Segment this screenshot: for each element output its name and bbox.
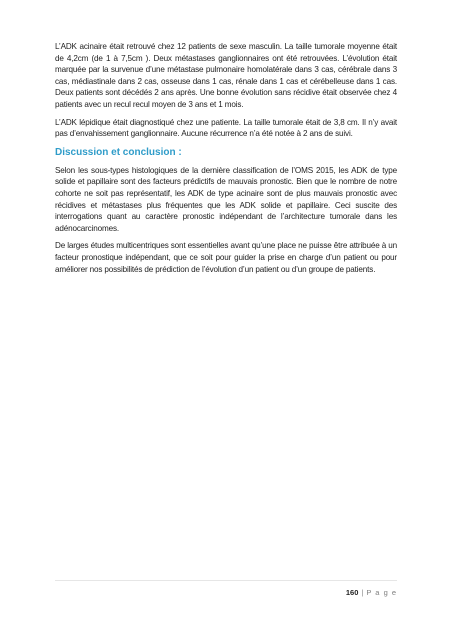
page-footer [346, 588, 397, 597]
page-number: 160 [345, 588, 359, 597]
results-paragraph-acinar: L’ADK acinaire était retrouvé chez 12 patients de sexe masculin. La taille tumorale moyenne était de 4,2cm (de 1 à 7,5cm ). Deux métastases ganglionnaires ont été retrouvées. L’évolution était marquée par la survenue d’une métastase pulmonaire homolatérale dans 3 cas, cérébrale dans 3 cas, médiastinale dans 2 cas, osseuse dans 1 cas, rénale dans 1 cas et cérébelleuse dans 1 cas. Deux patients sont décédés 2 ans après. Une bonne évolution sans récidive était observée chez 4 patients avec un recul recul moyen de 3 ans et 1 mois. [55, 42, 397, 109]
page-label: P a g e [366, 588, 397, 597]
discussion-heading: Discussion et conclusion : [55, 146, 182, 158]
discussion-paragraph-1: Selon les sous-types histologiques de la dernière classification de l’OMS 2015, les ADK de type solide et papillaire sont des facteurs prédictifs de mauvais pronostic. Bien que le nombre de notre cohorte ne soit pas représentatif, les ADK de type acinaire sont de plus mauvais pronostic avec récidives et métastases plus fréquentes que les ADK solide et papillaire. Ceci suscite des interrogations quant au caractère pronostic indépendant de l’architecture tumorale dans les adénocarcinomes. [55, 165, 397, 233]
page-content [55, 41, 397, 281]
discussion-paragraph-2: De larges études multicentriques sont essentielles avant qu’une place ne puisse être attribuée à un facteur pronostique indépendant, que ce soit pour guider la prise en charge d’un patient ou pour améliorer nos possibilités de prédiction de l’évolution d’un patient ou d’un groupe de patients. [55, 241, 397, 274]
footer-separator: | [361, 588, 364, 597]
results-paragraph-lepidic: L’ADK lépidique était diagnostiqué chez une patiente. La taille tumorale était de 3,8 cm. Il n’y avait pas d’envahissement ganglionnaire. Aucune récurrence n’a été notée à 2 ans de suivi. [55, 117, 397, 139]
footer-divider [55, 580, 397, 581]
